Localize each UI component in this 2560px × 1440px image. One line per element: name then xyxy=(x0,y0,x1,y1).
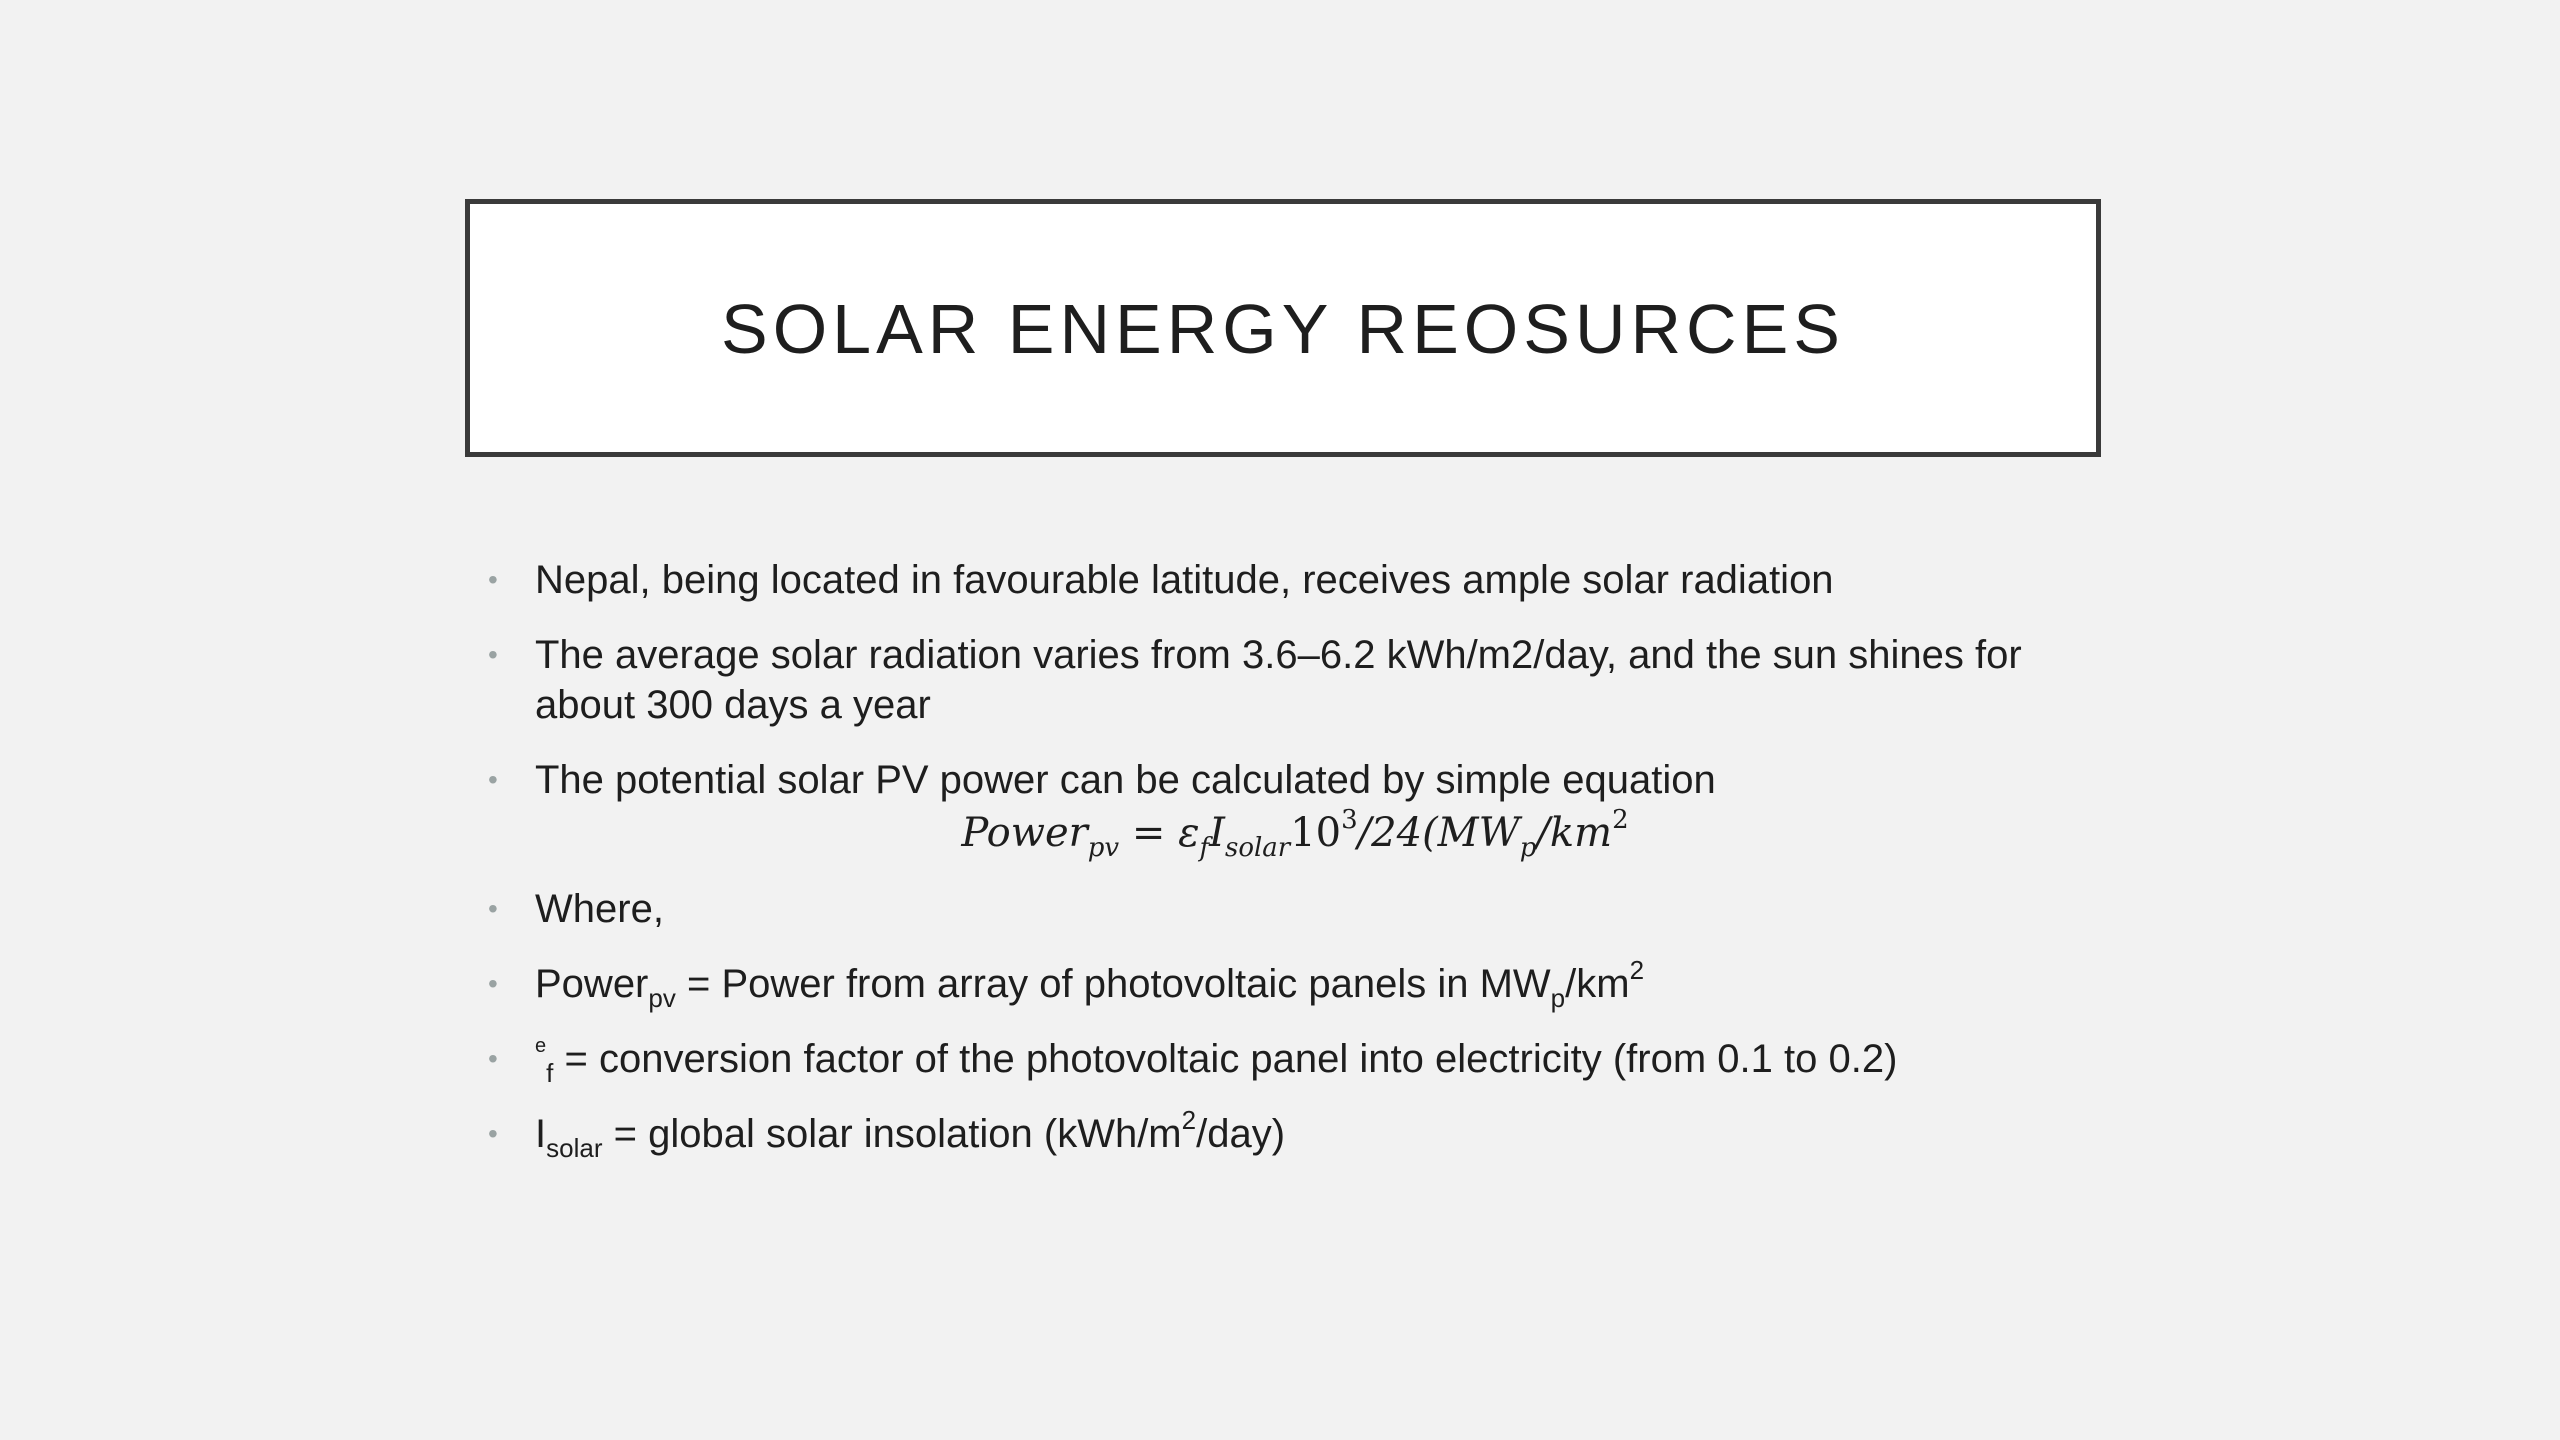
bullet-text: The potential solar PV power can be calculated by simple equation xyxy=(535,758,1716,802)
def-power-unit-sub: p xyxy=(1550,983,1566,1013)
eq-equals: = xyxy=(1119,810,1179,856)
eq-i: I xyxy=(1209,810,1225,856)
def-isolar-text: = global solar insolation (kWh/m xyxy=(602,1112,1182,1156)
slide-title: SOLAR ENERGY REOSURCES xyxy=(721,290,1845,368)
bullet-dot-icon: • xyxy=(488,968,498,999)
def-power-unit-rest: /km xyxy=(1565,962,1630,1006)
eq-km-sup: 2 xyxy=(1612,805,1629,835)
bullet-list xyxy=(485,555,2105,1184)
def-eps-sub: f xyxy=(546,1058,554,1088)
def-eps-text: = conversion factor of the photovoltaic panel into electricity (from 0.1 to 0.2) xyxy=(553,1037,1898,1081)
def-isolar-tail: /day) xyxy=(1196,1112,1286,1156)
eq-rest: /24(MW xyxy=(1357,810,1520,856)
bullet-dot-icon: • xyxy=(488,639,498,670)
eq-epsilon: ε xyxy=(1178,810,1200,856)
eq-power-sub: pv xyxy=(1087,833,1120,863)
bullet-dot-icon: • xyxy=(488,893,498,924)
bullet-dot-icon: • xyxy=(488,1118,498,1149)
title-box xyxy=(465,199,2101,457)
bullet-item-def-isolar xyxy=(485,1105,2105,1163)
eq-ten-sup: 3 xyxy=(1341,805,1358,835)
eq-epsilon-sub: f xyxy=(1199,833,1210,863)
bullet-item-average-radiation xyxy=(485,630,2105,730)
bullet-dot-icon: • xyxy=(488,1043,498,1074)
def-eps-sup: e xyxy=(535,1035,547,1057)
def-power-unit-sup: 2 xyxy=(1629,955,1645,985)
bullet-dot-icon: • xyxy=(488,564,498,595)
def-power-sym: Power xyxy=(535,962,649,1006)
eq-km: /km xyxy=(1536,810,1613,856)
bullet-dot-icon: • xyxy=(488,764,498,795)
bullet-item-def-eps xyxy=(485,1034,2105,1088)
def-power-text: = Power from array of photovoltaic panels in MW xyxy=(675,962,1551,1006)
bullet-item-where xyxy=(485,884,2105,934)
def-isolar-sup: 2 xyxy=(1181,1105,1197,1135)
bullet-item-potential-pv xyxy=(485,755,2105,863)
bullet-text: The average solar radiation varies from 3.6–6.2 kWh/m2/day, and the sun shines for about 300 days a year xyxy=(535,633,2022,727)
def-power-sub: pv xyxy=(648,983,676,1013)
eq-i-sub: solar xyxy=(1224,833,1291,863)
bullet-text: Nepal, being located in favourable latitude, receives ample solar radiation xyxy=(535,558,1834,602)
bullet-item-nepal xyxy=(485,555,2105,605)
bullet-text: Where, xyxy=(535,887,664,931)
eq-power: Power xyxy=(961,810,1088,856)
eq-mw-sub: p xyxy=(1519,833,1537,863)
eq-ten: 10 xyxy=(1290,810,1342,856)
def-isolar-sym: I xyxy=(535,1112,547,1156)
bullet-item-def-power xyxy=(485,955,2105,1013)
def-isolar-sub: solar xyxy=(546,1133,603,1163)
power-equation xyxy=(485,805,2105,863)
